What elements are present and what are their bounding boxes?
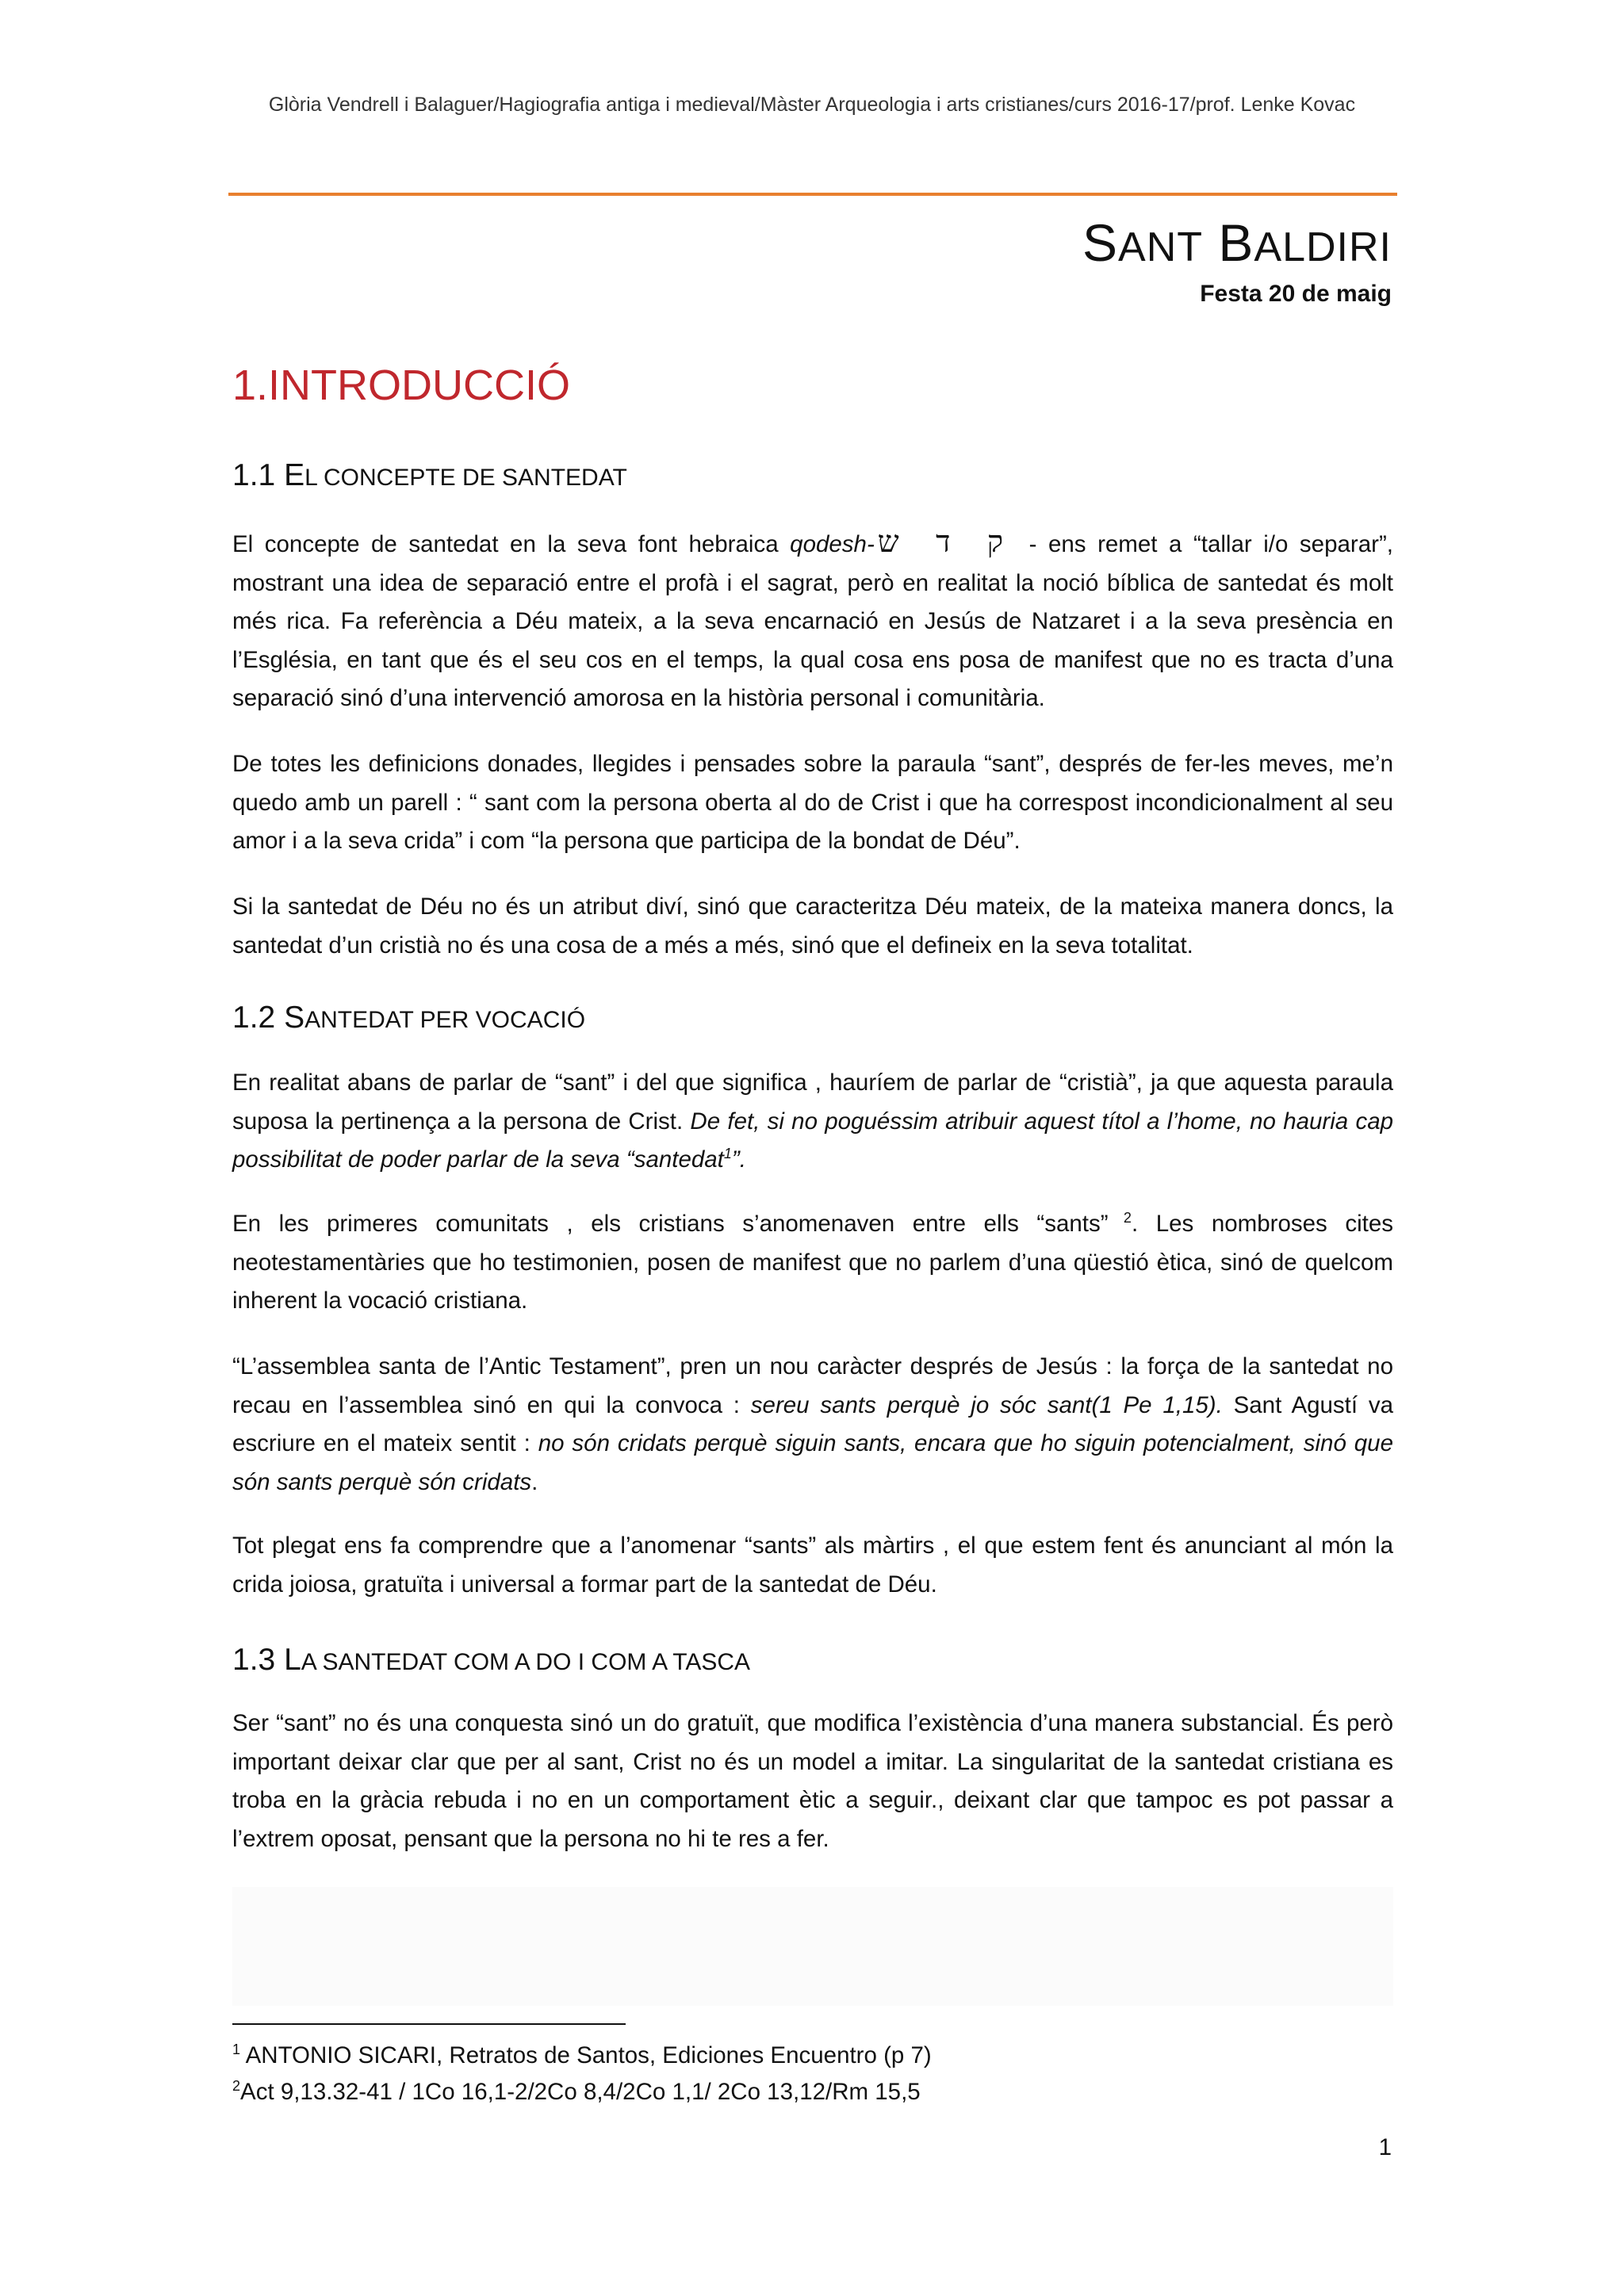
p6-text-c: . [531, 1468, 538, 1495]
footnote-rule [232, 2023, 626, 2025]
section-cap: E [284, 458, 305, 492]
p1-text-b: - ens remet a “tallar i/o separar”, mostrant una idea de separació entre el profà i el sagrat, però en realitat la noció bíblica de santedat és molt més rica. Fa referència a Déu mateix, a la seva encarnació en Jesús de Natzaret i a la seva presència en l’Església, en tant que és el seu cos en el temps, la qual cosa ens posa de manifest que no es tracta d’una separació sinó d’una intervenció amorosa en la història personal i comunitària. [232, 531, 1393, 711]
footnote-1 [232, 2038, 1393, 2074]
title-rest-1: ANT [1118, 224, 1204, 270]
paragraph-definicions [232, 745, 1393, 861]
section-number: 1.3 [232, 1643, 285, 1677]
footnote-mark: 1 [232, 2042, 241, 2058]
heading-section-1-2 [232, 1001, 585, 1035]
paragraph-comunitats [232, 1205, 1393, 1321]
paragraph-concepte [232, 522, 1393, 718]
section-number: 1.2 [232, 1001, 285, 1035]
paragraph-santedat-deu [232, 888, 1393, 965]
p4-text-a: En realitat abans de parlar de “sant” i del que significa , hauríem de parlar de “cristià”, ja que aquesta paraula suposa la pertinença a la persona de Crist. [232, 1070, 1393, 1135]
page-number: 1 [1378, 2134, 1392, 2160]
p6-italic-1: sereu sants perquè jo sóc sant(1 Pe 1,15). [750, 1391, 1223, 1418]
section-rest: L CONCEPTE DE SANTEDAT [304, 465, 627, 491]
section-cap: L [284, 1643, 301, 1677]
p6-italic-2: no són cridats perquè siguin sants, encara que ho siguin potencialment, sinó que són sants perquè són cridats [232, 1430, 1393, 1495]
paragraph-vocacio [232, 1064, 1393, 1180]
p5-text-a: En les primeres comunitats , els cristians s’anomenaven entre ells “sants” [232, 1211, 1109, 1237]
heading-section-1-3 [232, 1643, 750, 1678]
feast-date: Festa 20 de maig [1200, 281, 1392, 307]
footnotes [232, 2038, 1393, 2110]
p1-text-a: El concepte de santedat en la seva font hebraica [232, 531, 791, 557]
title-cap-2: B [1218, 213, 1254, 272]
p8-text: Ser “sant” no és una conquesta sinó un do gratuït, que modifica l’existència d’una manera substancial. És però important deixar clar que per al sant, Crist no és un model a imitar. La singularitat de la santedat cristiana es troba en la gràcia rebuda i no en un comportament ètic a seguir., deixant clar que tampoc es pot passar a l’extrem oposat, pensant que la persona no hi te res a fer. [232, 1710, 1393, 1852]
section-cap: S [284, 1001, 305, 1035]
p4-italic-end: ”. [731, 1146, 746, 1173]
section-rest: A SANTEDAT COM A DO I COM A TASCA [301, 1649, 751, 1675]
p1-italic: qodesh- [790, 531, 875, 557]
heading-section-1-1 [232, 458, 627, 493]
title-rest-2: ALDIRI [1254, 224, 1392, 270]
header-rule [228, 193, 1397, 196]
paragraph-assemblea [232, 1348, 1393, 1502]
document-title [1082, 212, 1392, 273]
p4-italic: De fet, si no poguéssim atribuir aquest títol a l’home, no hauria cap possibilitat de poder parlar de la seva “santedat [232, 1108, 1394, 1173]
blank-area [232, 1887, 1393, 2006]
p7-text: Tot plegat ens fa comprendre que a l’anomenar “sants” als màrtirs , el que estem fent és anunciant al món la crida joiosa, gratuïta i universal a formar part de la santedat de Déu. [232, 1533, 1393, 1598]
p3-text: Si la santedat de Déu no és un atribut diví, sinó que caracteritza Déu mateix, de la mateixa manera doncs, la santedat d’un cristià no és una cosa de a més a més, sinó que el defineix en la seva totalitat. [232, 894, 1393, 959]
footnote-text: ANTONIO SICARI, Retratos de Santos, Ediciones Encuentro (p 7) [240, 2042, 932, 2068]
p6-text-b: Sant Agustí va escriure en el mateix sentit : [232, 1391, 1394, 1456]
p6-text-a: “L’assemblea santa de l’Antic Testament”, pren un nou caràcter després de Jesús : la força de la santedat no recau en l’assemblea sinó en qui la convoca : [232, 1353, 1393, 1418]
p5-text-b: . Les nombroses cites neotestamentàries que ho testimonien, posen de manifest que no parlem d’una qüestió ètica, sinó de quelcom inherent la vocació cristiana. [232, 1211, 1393, 1314]
footnote-ref-2[interactable]: 2 [1108, 1210, 1132, 1226]
section-number: 1.1 [232, 458, 285, 492]
p2-text: De totes les definicions donades, llegides i pensades sobre la paraula “sant”, després de fer-les meves, me’n quedo amb un parell : “ sant com la persona oberta al do de Crist i que ha correspost incondicionalment al seu amor i a la seva crida” i com “la persona que participa de la bondat de Déu”. [232, 751, 1393, 854]
hebrew-word: ק ד ש [877, 524, 1015, 559]
paragraph-martirs [232, 1527, 1393, 1604]
footnote-2 [232, 2074, 1393, 2110]
paragraph-do-tasca [232, 1705, 1393, 1858]
section-rest: ANTEDAT PER VOCACIÓ [304, 1007, 586, 1033]
running-header: Glòria Vendrell i Balaguer/Hagiografia antiga i medieval/Màster Arqueologia i arts cristianes/curs 2016-17/prof. Lenke Kovac [268, 94, 1356, 116]
footnote-mark: 2 [232, 2078, 241, 2095]
title-cap-1: S [1082, 213, 1119, 272]
footnote-ref-1[interactable]: 1 [723, 1146, 732, 1162]
footnote-text: Act 9,13.32-41 / 1Co 16,1-2/2Co 8,4/2Co 1,1/ 2Co 13,12/Rm 15,5 [240, 2079, 921, 2105]
heading-introduccio: 1.INTRODUCCIÓ [232, 362, 571, 409]
